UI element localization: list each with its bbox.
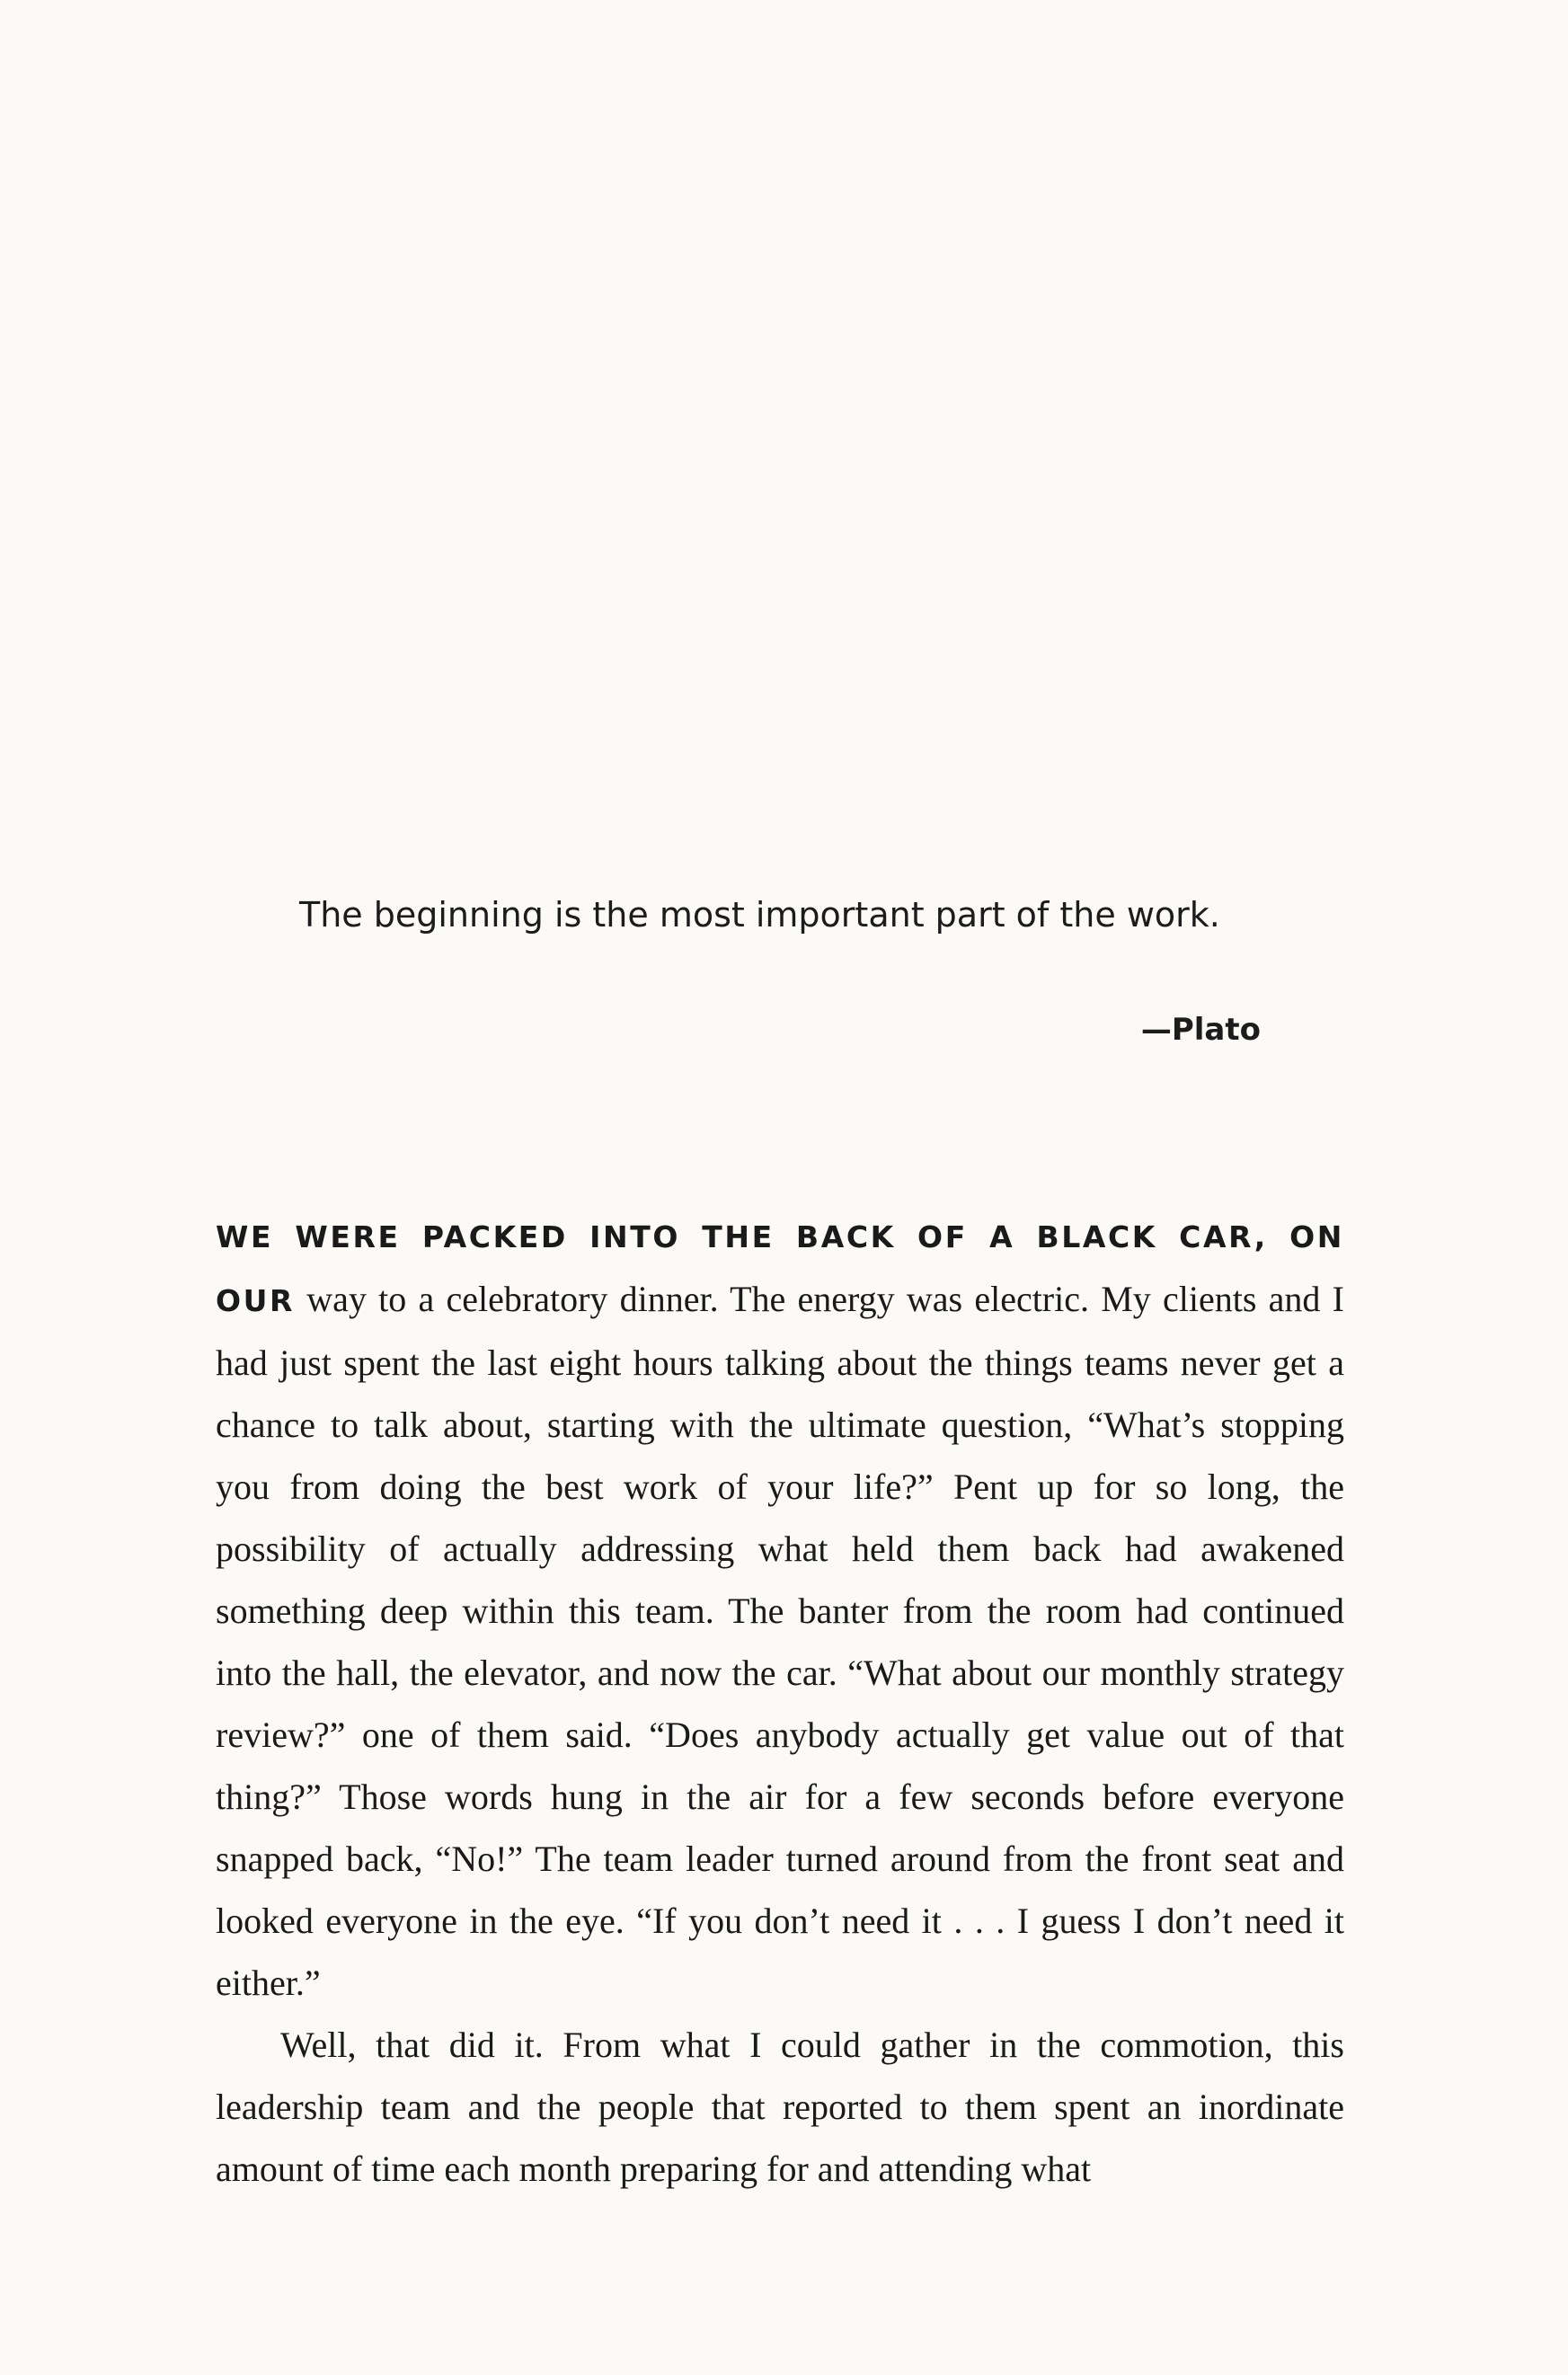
body-text: [216, 1204, 1344, 2200]
paragraph-2: Well, that did it. From what I could gather in the commotion, this leadership team and the people that reported to them spent an inordinate amount of time each month preparing for and attending what: [216, 2025, 1344, 2189]
lead-in-caps: WE WERE PACKED INTO THE BACK OF A BLACK CAR, ON OUR: [216, 1219, 1344, 1318]
paragraph-1-text: way to a celebratory dinner. The energy was electric. My clients and I had just spent the last eight hours talking about the things teams never get a chance to talk about, starting with the ultimate question, “What’s stopping you from doing the best work of your life?” Pent up for so long, the possibility of actually addressing what held them back had awakened something deep within this team. The banter from the room had continued into the hall, the elevator, and now the car. “What about our monthly strategy review?” one of them said. “Does anybody actually get value out of that thing?” Those words hung in the air for a few seconds before everyone snapped back, “No!” The team leader turned around from the front seat and looked everyone in the eye. “If you don’t need it . . . I guess I don’t need it either.”: [216, 1279, 1344, 2003]
epigraph-attribution: —Plato: [1140, 1012, 1261, 1048]
paragraph-1: [216, 1204, 1344, 2014]
epigraph-quote: The beginning is the most important part of the work.: [299, 895, 1220, 935]
